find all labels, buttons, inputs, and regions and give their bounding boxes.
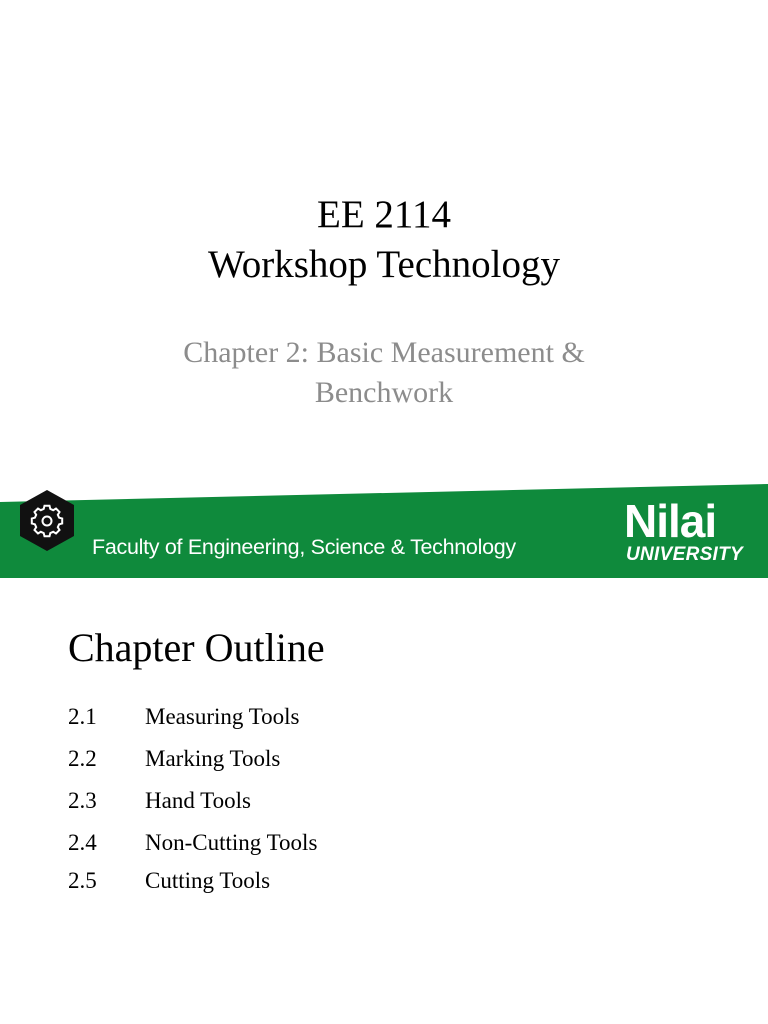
outline-item-label: Hand Tools	[145, 788, 251, 813]
outline-item-number: 2.1	[68, 704, 97, 729]
outline-item	[68, 864, 317, 902]
outline-item-label: Marking Tools	[145, 746, 281, 771]
chapter-subtitle	[0, 333, 768, 413]
outline-item	[68, 742, 317, 784]
outline-item-label: Measuring Tools	[145, 704, 300, 729]
slide-title	[0, 190, 768, 290]
outline-item	[68, 826, 317, 868]
subtitle-line-1: Chapter 2: Basic Measurement &	[183, 336, 585, 369]
outline-item	[68, 700, 317, 742]
outline-list	[68, 700, 317, 902]
outline-item-number: 2.3	[68, 788, 97, 813]
outline-item-number: 2.4	[68, 830, 97, 855]
course-name: Workshop Technology	[208, 243, 560, 286]
university-logo-subtext: UNIVERSITY	[626, 544, 744, 565]
university-logo: Nilai	[624, 495, 717, 547]
outline-item-label: Cutting Tools	[145, 868, 271, 893]
subtitle-line-2: Benchwork	[314, 376, 454, 409]
outline-item-label: Non-Cutting Tools	[145, 830, 318, 855]
outline-item-number: 2.2	[68, 746, 97, 771]
outline-item	[68, 784, 317, 826]
faculty-name: Faculty of Engineering, Science & Technology	[92, 535, 516, 559]
course-code: EE 2114	[317, 193, 451, 236]
outline-heading: Chapter Outline	[68, 625, 325, 670]
outline-item-number: 2.5	[68, 868, 97, 893]
